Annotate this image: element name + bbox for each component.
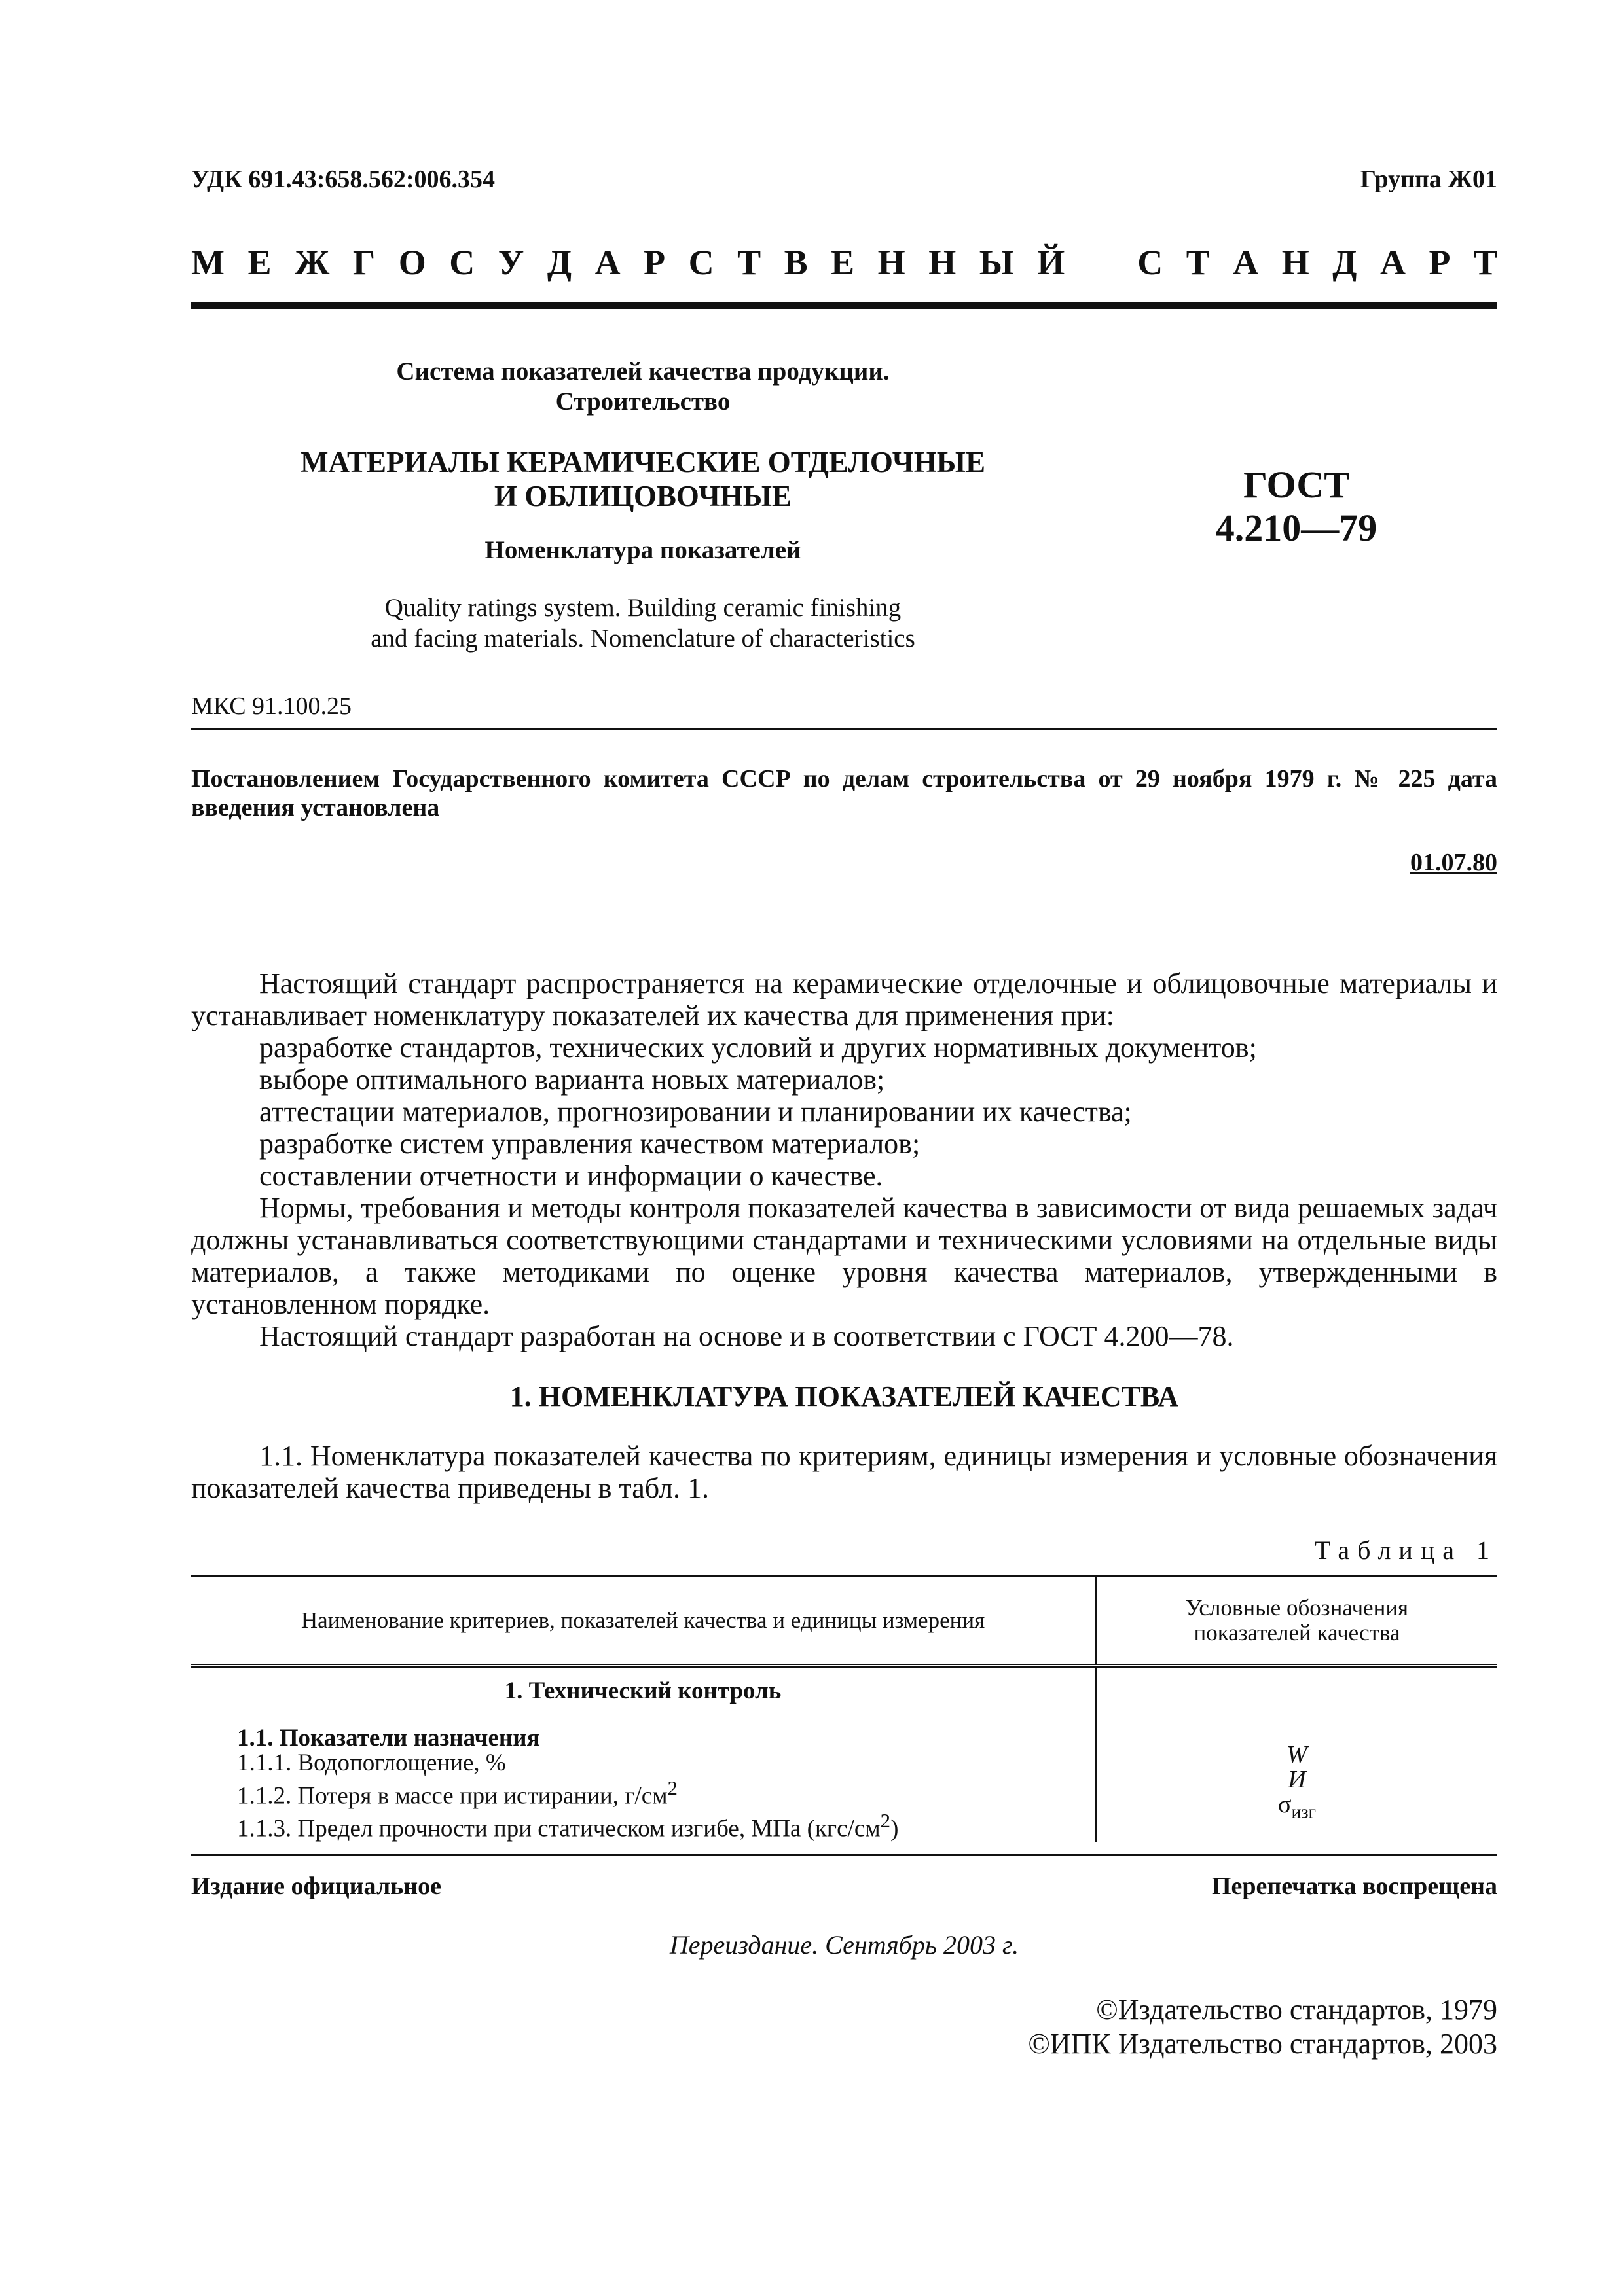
banner-letter: У	[498, 243, 524, 282]
document-title	[191, 445, 1095, 513]
banner-letter: Д	[547, 243, 572, 282]
english-line-2: and facing materials. Nomenclature of characteristics	[371, 624, 915, 653]
interstate-standard-banner	[191, 242, 1497, 283]
symbol-sigma	[1097, 1792, 1497, 1825]
norms-paragraph: Нормы, требования и методы контроля показателей качества в зависимости от вида решаемых задач должны устанавливаться соответствующими стандартами и техническими условиями на отдельные виды материалов, а также методиками по оценке уровня качества материалов, утвержденными в установленном порядке.	[191, 1192, 1497, 1320]
banner-letter: С	[1137, 243, 1163, 282]
table-1	[191, 1575, 1497, 1842]
section-1-heading: 1. НОМЕНКЛАТУРА ПОКАЗАТЕЛЕЙ КАЧЕСТВА	[509, 1380, 1179, 1412]
header-rule	[191, 302, 1497, 309]
banner-letter: М	[191, 243, 225, 282]
banner-letter: Н	[1281, 243, 1309, 282]
banner-letter: Г	[352, 243, 376, 282]
mks-rule	[191, 728, 1497, 730]
sigma-glyph: σ	[1277, 1791, 1292, 1818]
document-subtitle: Номенклатура показателей	[484, 536, 801, 564]
banner-letter: С	[449, 243, 475, 282]
row-tail: )	[890, 1815, 899, 1842]
table-group-heading: 1.1. Показатели назначения	[237, 1725, 540, 1751]
row-number: 1.1.2.	[237, 1782, 292, 1810]
banner-letter: Р	[644, 243, 666, 282]
copyright-1979: ©Издательство стандартов, 1979	[1096, 1994, 1497, 2026]
gost-designation	[1165, 463, 1427, 550]
copyright-block	[1028, 1993, 1497, 2061]
english-line-1: Quality ratings system. Building ceramic finishing	[384, 594, 902, 622]
row-text: Предел прочности при статическом изгибе, МПа (кгс/см	[297, 1815, 881, 1842]
list-item: выборе оптимального варианта новых материалов;	[259, 1064, 885, 1096]
series-line-2: Строительство	[555, 387, 731, 416]
banner-letter: Н	[928, 243, 957, 282]
reissue-note: Переиздание. Сентябрь 2003 г.	[669, 1930, 1019, 1960]
banner-letter: Е	[831, 243, 855, 282]
mks-code: МКС 91.100.25	[191, 692, 352, 720]
table-header-name: Наименование критериев, показателей качества и единицы измерения	[301, 1607, 985, 1633]
body-text	[191, 967, 1497, 1352]
basis-paragraph: Настоящий стандарт разработан на основе и в соответствии с ГОСТ 4.200—78.	[259, 1320, 1234, 1352]
clause-1-1-text: 1.1. Номенклатура показателей качества по критериям, единицы измерения и условные обозначения показателей качества приведены в табл. 1.	[191, 1440, 1497, 1504]
banner-letter: Й	[1037, 243, 1065, 282]
table-header-symbol	[1096, 1577, 1498, 1666]
row-number: 1.1.1.	[237, 1749, 292, 1776]
banner-letter: А	[1379, 243, 1406, 282]
row-superscript: 2	[880, 1810, 891, 1833]
introduction-date: 01.07.80	[1410, 849, 1497, 876]
row-superscript: 2	[667, 1777, 678, 1799]
banner-letter: Ж	[295, 243, 330, 282]
table-row	[191, 1808, 1095, 1841]
table-row	[191, 1776, 1095, 1808]
footer-rule	[191, 1854, 1497, 1856]
banner-letter: В	[784, 243, 808, 282]
table-subheading: 1. Технический контроль	[504, 1677, 782, 1704]
copyright-2003: ©ИПК Издательство стандартов, 2003	[1028, 2028, 1497, 2060]
symbol-header-line-2: показателей качества	[1194, 1620, 1400, 1645]
udk-code: УДК 691.43:658.562:006.354	[191, 166, 496, 193]
list-item: аттестации материалов, прогнозировании и планировании их качества;	[259, 1096, 1132, 1128]
banner-letter: Т	[1473, 243, 1497, 282]
sigma-subscript: изг	[1291, 1802, 1316, 1823]
table-cell-names	[191, 1666, 1096, 1842]
banner-letter: С	[688, 243, 714, 282]
banner-letter: Е	[247, 243, 272, 282]
table-row	[191, 1751, 1095, 1776]
title-line-2: И ОБЛИЦОВОЧНЫЕ	[494, 480, 792, 512]
banner-gap	[1088, 242, 1114, 283]
series-line-1: Система показателей качества продукции.	[396, 357, 890, 386]
banner-letter: Д	[1332, 243, 1357, 282]
list-item: составлении отчетности и информации о качестве.	[259, 1160, 883, 1192]
table-caption: Таблица 1	[1314, 1535, 1497, 1565]
list-item: разработке стандартов, технических условий и других нормативных документов;	[259, 1031, 1257, 1064]
banner-letter: Т	[737, 243, 761, 282]
banner-letter: Р	[1429, 243, 1451, 282]
banner-letter: Н	[877, 243, 905, 282]
banner-letter: А	[594, 243, 621, 282]
row-text: Водопоглощение, %	[297, 1749, 506, 1776]
decree-text: Постановлением Государственного комитета СССР по делам строительства от 29 ноября 1979 г. № 225 дата введения установлена	[191, 765, 1497, 821]
title-line-1: МАТЕРИАЛЫ КЕРАМИЧЕСКИЕ ОТДЕЛОЧНЫЕ	[301, 446, 985, 478]
table-cell-symbols	[1096, 1666, 1498, 1842]
english-title	[191, 592, 1095, 654]
row-number: 1.1.3.	[237, 1815, 292, 1842]
series-title	[191, 357, 1095, 417]
list-item: разработке систем управления качеством материалов;	[259, 1128, 921, 1160]
clause-1-1	[191, 1440, 1497, 1504]
gost-label: ГОСТ	[1243, 463, 1349, 506]
banner-letter: О	[398, 243, 426, 282]
official-edition: Издание официальное	[191, 1873, 442, 1900]
banner-letter: Т	[1186, 243, 1210, 282]
symbol-i: И	[1288, 1766, 1306, 1793]
row-text: Потеря в массе при истирании, г/см	[297, 1782, 668, 1810]
gost-number: 4.210—79	[1215, 507, 1377, 549]
intro-paragraph: Настоящий стандарт распространяется на керамические отделочные и облицовочные материалы и устанавливает номенклатуру показателей их качества для применения при:	[191, 967, 1497, 1031]
group-code: Группа Ж01	[1360, 166, 1497, 193]
reprint-prohibited: Перепечатка воспрещена	[1211, 1873, 1497, 1900]
symbol-w: W	[1286, 1741, 1307, 1768]
banner-letter: Ы	[979, 243, 1014, 282]
banner-letter: А	[1233, 243, 1259, 282]
symbol-header-line-1: Условные обозначения	[1185, 1595, 1409, 1621]
